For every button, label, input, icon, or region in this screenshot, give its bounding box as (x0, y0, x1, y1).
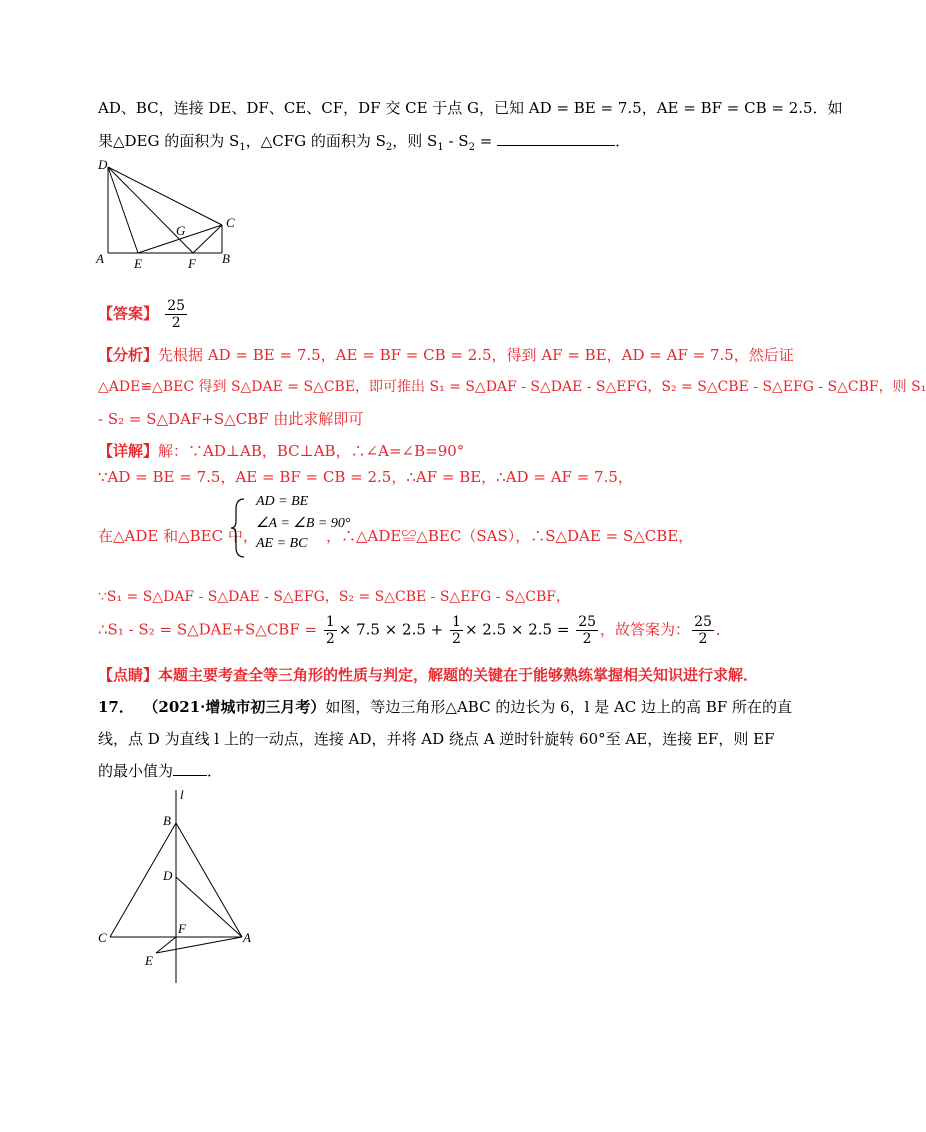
segment-AE (156, 937, 242, 953)
text: 如图，等边三角形△ABC 的边长为 6，l 是 AC 边上的高 BF 所在的直 (325, 698, 793, 716)
label-F: F (178, 921, 186, 936)
text: 先根据 AD = BE = 7.5，AE = BF = CB = 2.5，得到 AF = BE，AD = AF = 7.5，然后证 (158, 346, 794, 364)
brace-icon (230, 497, 250, 559)
system-eq1: AD = BE (256, 494, 309, 509)
label-F: F (188, 256, 196, 271)
text: 在△ADE 和△BEC 中， (98, 527, 258, 545)
label-D: D (163, 868, 173, 883)
segment-FE (156, 937, 176, 953)
text: × 2.5 × 2.5 = (464, 620, 575, 639)
analysis-line2 (98, 376, 926, 396)
text: ∵S₁ = S△DAF - S△DAE - S△EFG，S₂ = S△CBE - S△EFG - S△CBF， (98, 589, 571, 605)
label-A: A (243, 930, 251, 945)
text: ∴S₁ - S₂ = S△DAE+S△CBF = (98, 620, 322, 639)
answer-label: 【答案】 (98, 304, 159, 323)
detail-label: 【详解】 (98, 442, 159, 460)
analysis-label: 【分析】 (98, 346, 159, 364)
numerator: 25 (694, 614, 712, 630)
label-D: D (98, 157, 108, 172)
text: ∵AD = BE = 7.5，AE = BF = CB = 2.5，∴AF = BE，∴AD = AF = 7.5， (98, 468, 633, 486)
text: 解：∵AD⊥AB，BC⊥AB，∴∠A=∠B=90° (158, 442, 465, 460)
label-B: B (163, 813, 171, 828)
answer-line (98, 298, 189, 331)
problem16-line2: 果△DEG 的面积为 $S_1$，△CFG 的面积为 $S_2$，则 $S_1 - S_2$ = ． (98, 132, 631, 153)
text: - S₂ = S△DAF+S△CBF 由此求解即可 (98, 410, 364, 428)
fraction (450, 614, 463, 647)
equation-system (230, 494, 351, 557)
answer-blank (497, 131, 615, 146)
numerator: 1 (325, 614, 335, 630)
text: ． (615, 132, 631, 150)
text: ，故答案为： (600, 620, 691, 639)
text: ． (715, 620, 731, 639)
detail-line4 (98, 586, 570, 606)
point-line (98, 664, 758, 685)
label-C: C (98, 930, 107, 945)
detail-line1 (98, 440, 464, 461)
numerator: 1 (452, 614, 461, 630)
text: 果△DEG 的面积为 S (98, 132, 240, 150)
text: = (474, 132, 493, 150)
problem17-line3 (98, 760, 222, 781)
label-l: l (180, 787, 184, 802)
text: - S (443, 132, 469, 150)
label-E: E (145, 953, 153, 968)
text: ． (207, 762, 223, 780)
text: ，则 S (392, 132, 438, 150)
segment-DF (108, 167, 193, 253)
problem17-figure (90, 785, 270, 985)
numerator: 25 (578, 614, 597, 630)
system-eq2: ∠A = ∠B = 90° (256, 516, 351, 531)
fraction (576, 614, 598, 647)
problem17-line2 (98, 728, 774, 749)
answer-fraction (165, 298, 187, 331)
text: ，△CFG 的面积为 S (245, 132, 386, 150)
text: △ADE≌△BEC 得到 S△DAE = S△CBE，即可推出 S₁ = S△DAF - S△DAE - S△EFG，S₂ = S△CBE - S△EFG - S△CBF，则 S₁ (98, 379, 926, 395)
problem-source: （2021·增城市初三月考） (143, 698, 326, 716)
detail-line2 (98, 466, 633, 487)
problem16-figure (90, 155, 250, 270)
text: 本题主要考查全等三角形的性质与判定，解题的关键在于能够熟练掌握相关知识进行求解． (158, 666, 759, 684)
denominator: 2 (325, 631, 335, 647)
fraction (692, 614, 714, 647)
label-C: C (226, 215, 235, 230)
analysis-line1 (98, 344, 794, 365)
denominator: 2 (698, 631, 708, 647)
problem-number: 17． (98, 698, 134, 716)
analysis-line3 (98, 408, 363, 429)
text: 线，点 D 为直线 l 上的一动点，连接 AD，并将 AD 绕点 A 逆时针旋转 60°至 AE，连接 EF，则 EF (98, 730, 775, 748)
detail-line5 (98, 614, 731, 647)
point-label: 【点睛】 (98, 666, 159, 684)
text: ，∴△ADE≌△BEC（SAS），∴S△DAE = S△CBE， (326, 527, 694, 545)
segment-FC (193, 225, 222, 253)
numerator: 25 (167, 298, 186, 314)
label-E: E (134, 256, 142, 271)
problem17-line1 (98, 696, 792, 717)
problem16-line1-text: AD、BC，连接 DE、DF、CE、CF，DF 交 CE 于点 G，已知 AD = BE = 7.5，AE = BF = CB = 2.5．如 (98, 99, 843, 117)
denominator: 2 (171, 315, 181, 331)
problem16-line1 (98, 97, 843, 118)
label-A: A (96, 251, 104, 266)
detail-line3b (326, 525, 693, 546)
text: × 7.5 × 2.5 + (338, 620, 449, 639)
denominator: 2 (582, 631, 592, 647)
answer-blank (173, 761, 207, 776)
denominator: 2 (452, 631, 461, 647)
fraction (324, 614, 337, 647)
system-eq3: AE = BC (256, 536, 308, 551)
segment-BA (176, 823, 242, 937)
label-G: G (176, 223, 186, 238)
text: 的最小值为 (98, 762, 174, 780)
label-B: B (222, 251, 230, 266)
